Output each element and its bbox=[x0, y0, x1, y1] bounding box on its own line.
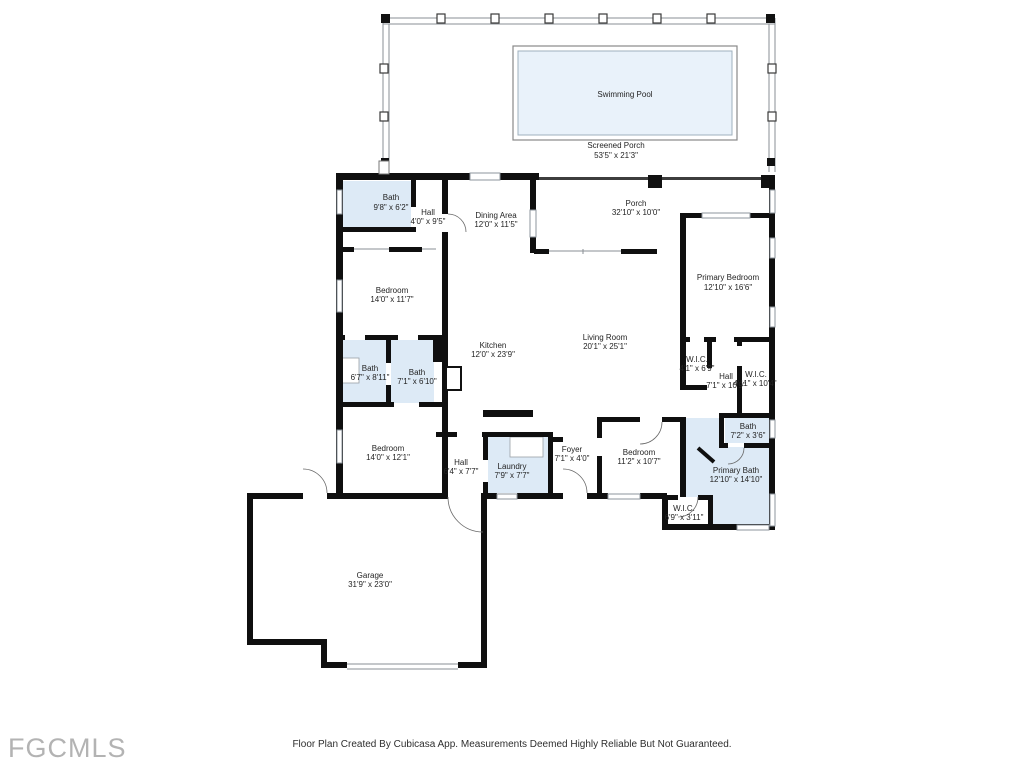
svg-text:7'1" x 6'10": 7'1" x 6'10" bbox=[397, 377, 437, 386]
svg-text:4'0" x 9'5": 4'0" x 9'5" bbox=[410, 217, 446, 226]
svg-text:31'9" x 23'0": 31'9" x 23'0" bbox=[348, 580, 392, 589]
door-swing-arc bbox=[303, 469, 327, 493]
svg-text:Bedroom: Bedroom bbox=[622, 448, 656, 457]
svg-text:7'2" x 3'6": 7'2" x 3'6" bbox=[730, 431, 766, 440]
exterior-equipment bbox=[379, 161, 389, 174]
svg-text:W.I.C.: W.I.C. bbox=[673, 504, 695, 513]
svg-text:Screened Porch: Screened Porch bbox=[587, 141, 645, 150]
room-label-bedroom-1 bbox=[370, 286, 413, 304]
svg-text:11'2" x 10'7": 11'2" x 10'7" bbox=[617, 457, 661, 466]
door-swing-arc bbox=[640, 422, 662, 444]
svg-text:53'5" x 21'3": 53'5" x 21'3" bbox=[594, 151, 638, 160]
svg-text:4'11" x 10'4": 4'11" x 10'4" bbox=[733, 379, 777, 388]
svg-text:Bedroom: Bedroom bbox=[375, 286, 409, 295]
svg-text:6'9" x 3'11": 6'9" x 3'11" bbox=[664, 513, 704, 522]
svg-text:12'0" x 11'5": 12'0" x 11'5" bbox=[474, 220, 518, 229]
room-label-wic-3 bbox=[665, 504, 704, 522]
svg-text:Bath: Bath bbox=[408, 368, 426, 377]
room-fills bbox=[341, 181, 770, 525]
svg-text:14'0" x 12'1": 14'0" x 12'1" bbox=[366, 453, 410, 462]
door-swing-arc bbox=[563, 469, 587, 493]
room-label-laundry bbox=[495, 462, 530, 480]
room-label-porch bbox=[612, 199, 660, 217]
room-label-swimming-pool bbox=[597, 90, 652, 99]
svg-text:Living Room: Living Room bbox=[582, 333, 628, 342]
room-label-bedroom-3 bbox=[617, 448, 660, 466]
svg-text:7'1" x 4'0": 7'1" x 4'0" bbox=[554, 454, 590, 463]
room-label-foyer bbox=[555, 445, 590, 463]
svg-text:Kitchen: Kitchen bbox=[479, 341, 507, 350]
svg-text:14'0" x 11'7": 14'0" x 11'7" bbox=[370, 295, 414, 304]
svg-text:Primary Bedroom: Primary Bedroom bbox=[696, 273, 760, 282]
svg-text:6'7" x 8'11": 6'7" x 8'11" bbox=[350, 373, 390, 382]
svg-text:Hall: Hall bbox=[719, 372, 733, 381]
svg-text:Hall: Hall bbox=[454, 458, 468, 467]
svg-text:4'1" x 6'9": 4'1" x 6'9" bbox=[679, 364, 715, 373]
svg-text:12'10" x 14'10": 12'10" x 14'10" bbox=[709, 475, 763, 484]
svg-text:7'9" x 7'7": 7'9" x 7'7" bbox=[494, 471, 530, 480]
room-label-kitchen bbox=[471, 341, 515, 359]
svg-text:Laundry: Laundry bbox=[497, 462, 527, 471]
svg-text:W.I.C.: W.I.C. bbox=[745, 370, 767, 379]
svg-text:32'10" x 10'0": 32'10" x 10'0" bbox=[611, 208, 661, 217]
room-label-screened-porch bbox=[587, 141, 644, 160]
svg-text:12'10" x 16'6": 12'10" x 16'6" bbox=[703, 283, 753, 292]
room-label-primary-bath bbox=[710, 466, 763, 484]
door-swing-arc bbox=[448, 214, 466, 232]
svg-text:Garage: Garage bbox=[356, 571, 384, 580]
room-label-hall-1 bbox=[411, 208, 446, 226]
svg-text:W.I.C.: W.I.C. bbox=[686, 355, 708, 364]
svg-text:7'1" x 10'9": 7'1" x 10'9" bbox=[706, 381, 746, 390]
svg-text:9'8" x 6'2": 9'8" x 6'2" bbox=[373, 203, 409, 212]
room-label-primary-bedroom bbox=[697, 273, 760, 292]
svg-text:Swimming Pool: Swimming Pool bbox=[597, 90, 653, 99]
svg-text:Porch: Porch bbox=[625, 199, 647, 208]
room-label-hall-3 bbox=[444, 458, 479, 476]
svg-text:Dining Area: Dining Area bbox=[475, 211, 517, 220]
svg-text:20'1" x 25'1": 20'1" x 25'1" bbox=[583, 342, 627, 351]
room-label-garage bbox=[348, 571, 392, 589]
svg-text:Bedroom: Bedroom bbox=[371, 444, 405, 453]
svg-text:Primary Bath: Primary Bath bbox=[712, 466, 760, 475]
fgcmls-watermark: FGCMLS bbox=[8, 733, 127, 763]
svg-text:Bath: Bath bbox=[382, 193, 400, 202]
door-swing-arc bbox=[448, 497, 483, 532]
svg-text:Hall: Hall bbox=[421, 208, 435, 217]
room-label-living-room bbox=[583, 333, 628, 351]
svg-text:Foyer: Foyer bbox=[561, 445, 583, 454]
svg-text:12'0" x 23'9": 12'0" x 23'9" bbox=[471, 350, 515, 359]
room-label-bedroom-2 bbox=[366, 444, 410, 462]
room-label-dining-area bbox=[474, 211, 517, 229]
svg-text:Bath: Bath bbox=[361, 364, 379, 373]
svg-text:Bath: Bath bbox=[739, 422, 757, 431]
svg-text:6'4" x 7'7": 6'4" x 7'7" bbox=[443, 467, 479, 476]
footer-disclaimer: Floor Plan Created By Cubicasa App. Measurements Deemed Highly Reliable But Not Guaranteed. bbox=[292, 739, 732, 750]
